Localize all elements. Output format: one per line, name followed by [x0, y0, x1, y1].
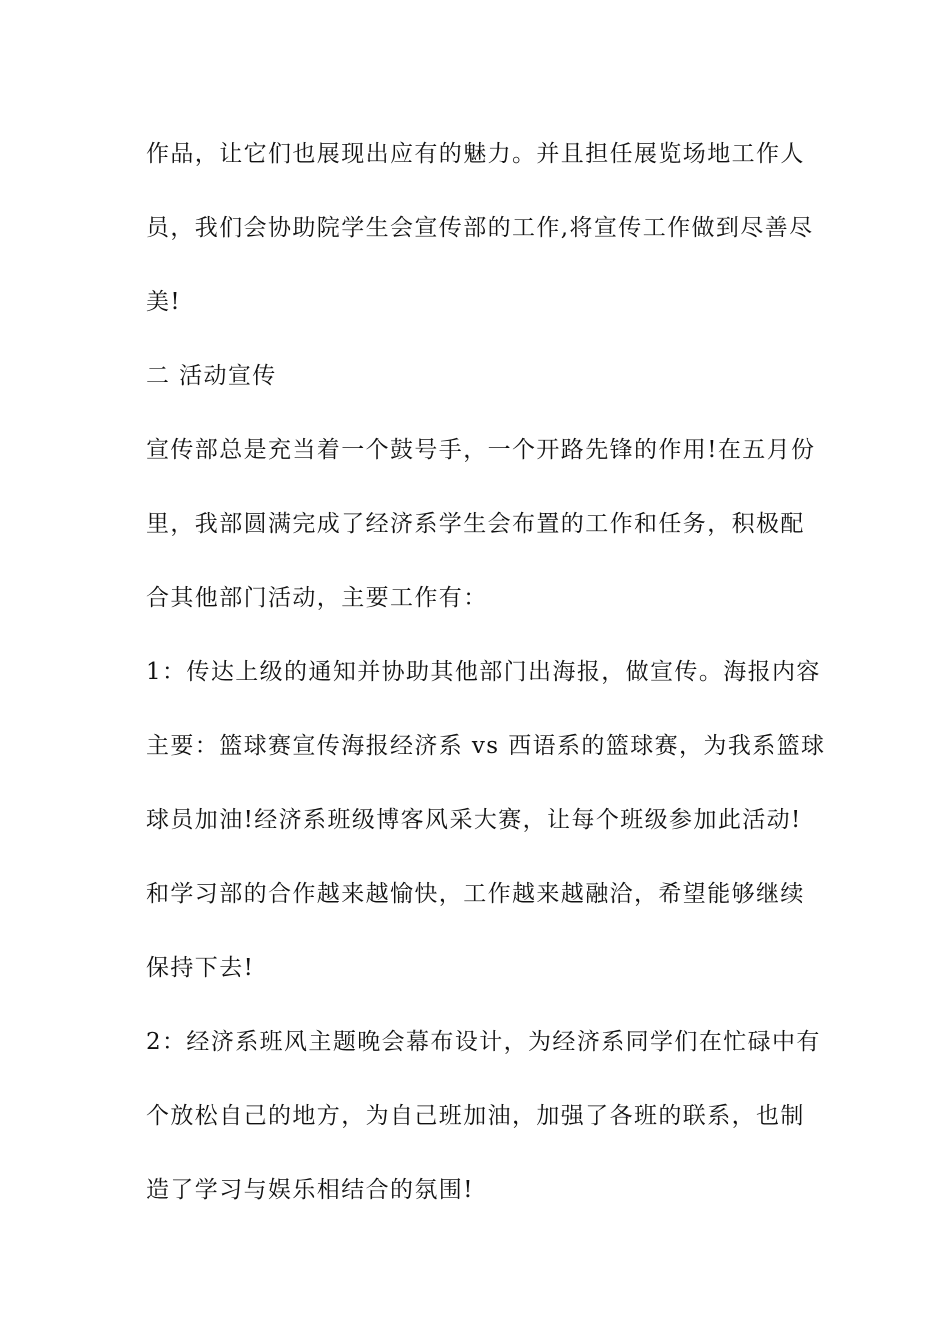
- list-item-1: 1：传达上级的通知并协助其他部门出海报，做宣传。海报内容: [146, 659, 821, 685]
- text-line: 合其他部门活动，主要工作有：: [146, 585, 488, 611]
- text-line: 美!: [146, 289, 182, 315]
- text-line: 造了学习与娱乐相结合的氛围!: [146, 1177, 474, 1203]
- text-line: 保持下去!: [146, 955, 255, 981]
- text-line: 个放松自己的地方，为自己班加油，加强了各班的联系，也制: [146, 1103, 805, 1129]
- text-line: 和学习部的合作越来越愉快，工作越来越融洽，希望能够继续: [146, 881, 805, 907]
- text-line: 球员加油!经济系班级博客风采大赛，让每个班级参加此活动!: [146, 807, 802, 833]
- text-line: 作品，让它们也展现出应有的魅力。并且担任展览场地工作人: [146, 141, 805, 167]
- text-line: 宣传部总是充当着一个鼓号手，一个开路先锋的作用!在五月份: [146, 437, 816, 463]
- text-line: 员，我们会协助院学生会宣传部的工作,将宣传工作做到尽善尽: [146, 215, 814, 241]
- list-item-2: 2：经济系班风主题晚会幕布设计，为经济系同学们在忙碌中有: [146, 1029, 821, 1055]
- section-heading: 二 活动宣传: [146, 363, 277, 389]
- text-line: 里，我部圆满完成了经济系学生会布置的工作和任务，积极配: [146, 511, 805, 537]
- text-line: 主要：篮球赛宣传海报经济系 vs 西语系的篮球赛，为我系篮球: [146, 733, 826, 759]
